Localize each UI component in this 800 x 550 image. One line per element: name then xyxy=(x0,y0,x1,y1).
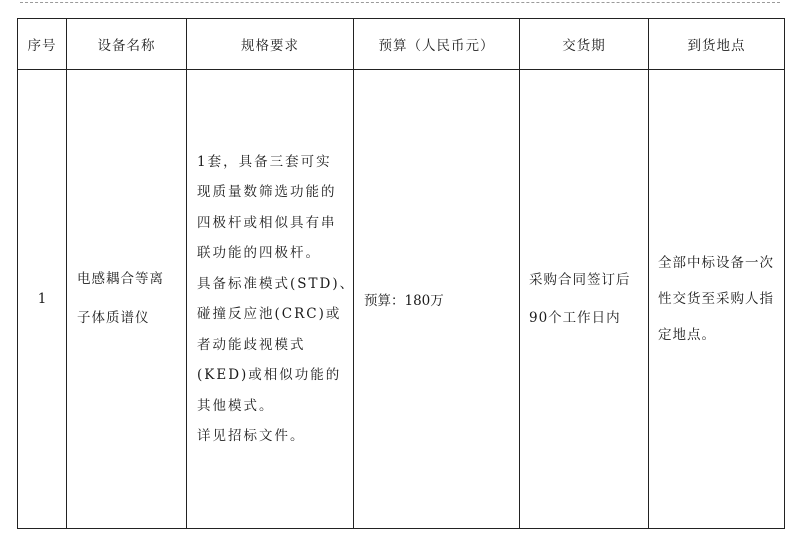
spec-line: 碰撞反应池(CRC)或 xyxy=(197,306,342,322)
device-name-line: 电感耦合等离 xyxy=(77,271,164,287)
delivery-line: 90个工作日内 xyxy=(529,310,621,326)
place-line: 定地点。 xyxy=(658,327,716,343)
spec-line: 其他模式。 xyxy=(197,397,275,414)
page-top-rule xyxy=(20,2,780,6)
cell-place xyxy=(649,70,785,529)
place-line: 全部中标设备一次 xyxy=(658,255,774,271)
place-line: 性交货至采购人指 xyxy=(658,291,774,307)
header-budget: 预算（人民币元） xyxy=(354,19,520,70)
delivery-line: 采购合同签订后 xyxy=(529,272,631,288)
header-spec: 规格要求 xyxy=(187,19,354,70)
cell-budget: 预算：180万 xyxy=(354,70,520,529)
device-name-line: 子体质谱仪 xyxy=(77,310,150,326)
procurement-table xyxy=(17,18,785,529)
header-no: 序号 xyxy=(18,19,67,70)
cell-device-name xyxy=(67,70,187,529)
header-place: 到货地点 xyxy=(649,19,785,70)
spec-line: 具备标准模式(STD)、 xyxy=(197,275,356,292)
cell-spec xyxy=(187,70,354,529)
spec-line: (KED)或相似功能的 xyxy=(197,367,342,383)
header-device-name: 设备名称 xyxy=(67,19,187,70)
table-header-row xyxy=(18,19,785,70)
cell-no: 1 xyxy=(18,70,67,529)
header-delivery: 交货期 xyxy=(520,19,649,70)
spec-line: 四极杆或相似具有串 xyxy=(197,214,337,231)
spec-line: 1套，具备三套可实 xyxy=(197,153,332,170)
spec-line: 联功能的四极杆。 xyxy=(197,245,321,261)
spec-line: 者动能歧视模式 xyxy=(197,336,306,353)
spec-line: 详见招标文件。 xyxy=(197,428,306,444)
cell-delivery xyxy=(520,70,649,529)
spec-line: 现质量数筛选功能的 xyxy=(197,184,337,200)
table-row xyxy=(18,70,785,529)
